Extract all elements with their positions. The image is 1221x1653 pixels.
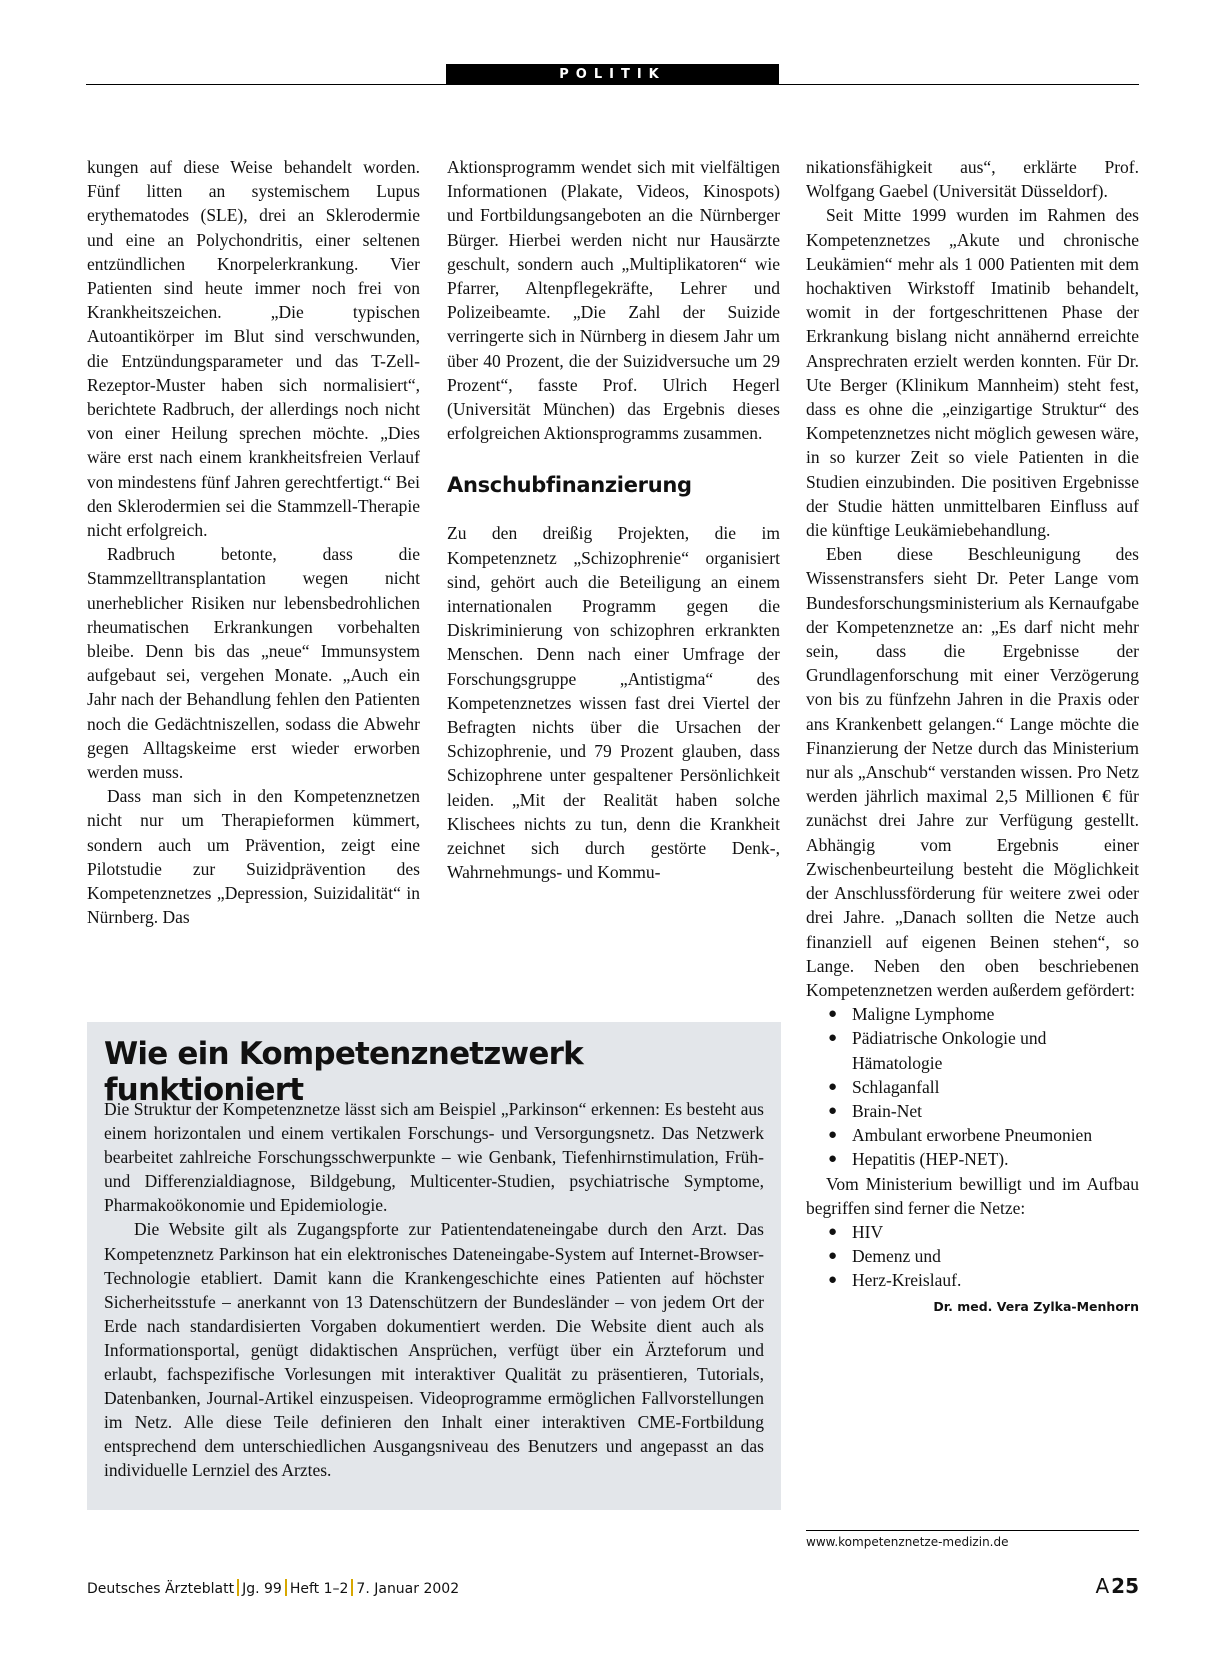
paragraph: Zu den dreißig Projekten, die im Kompetenznetz „Schizophrenie“ organisiert sind, gehört auch die Beteiligung an einem internationalen Programm gegen die Diskriminierung von schizophren erkrankten Menschen. Denn nach einer Umfrage der Forschungsgruppe „Antistigma“ des Kompetenznetzes wissen fast drei Viertel der Befragten nichts über die Ursachen der Schizophrenie, und 79 Prozent glauben, dass Schizophrene unter gespaltener Persönlichkeit leiden. „Mit der Realität haben solche Klischees nichts zu tun, denn die Krankheit zeichnet sich durch gestörte Denk-, Wahrnehmungs- und Kommu- (447, 523, 780, 883)
paragraph: Eben diese Beschleunigung des Wissenstransfers sieht Dr. Peter Lange vom Bundesforschungsministerium als Kernaufgabe der Kompetenznetze an: „Es darf nicht mehr sein, dass die Ergebnisse der Grundlagenforschung mit einer Verzögerung von bis zu fünfzehn Jahren in die Praxis oder ans Krankenbett gelangen.“ Lange möchte die Finanzierung der Netze durch das Ministerium nur als „Anschub“ verstanden wissen. Pro Netz werden jährlich maximal 2,5 Millionen € für zunächst drei Jahre zur Verfügung gestellt. Abhängig vom Ergebnis einer Zwischenbeurteilung besteht die Möglichkeit der Anschlussförderung für weitere zwei oder drei Jahre. „Danach sollten die Netze auch finanziell auf eigenen Beinen stehen“, so Lange. Neben den oben beschriebenen Kompetenznetzen werden außerdem gefördert: (806, 544, 1139, 1000)
source-rule (806, 1530, 1139, 1531)
box-title: Wie ein Kompetenznetzwerk funktioniert (104, 1036, 583, 1108)
list-item: ● HIV (828, 1220, 1139, 1244)
author-byline: Dr. med. Vera Zylka-Menhorn (933, 1298, 1139, 1314)
paragraph: Dass man sich in den Kompetenznetzen nicht nur um Therapieformen kümmert, sondern auch um Prävention, zeigt eine Pilotstudie zur Suizidprävention des Kompetenznetzes „Depression, Suizidalität“ in Nürnberg. Das (87, 786, 420, 928)
paragraph: Die Struktur der Kompetenznetze lässt sich am Beispiel „Parkinson“ erkennen: Es besteht aus einem horizontalen und einem vertikalen Forschungs- und Versorgungsnetz. Das Netzwerk bearbeitet zahlreiche Forschungsschwerpunkte – wie Genbank, Tiefenhirnstimulation, Früh- und Differenzialdiagnose, Bildgebung, Multicenter-Studien, psychiatrische Symptome, Pharmakoökonomie und Epidemiologie. (104, 1099, 764, 1216)
list-item: ● Herz-Kreislauf. (828, 1268, 1139, 1292)
approved-networks-list (806, 1220, 1139, 1293)
list-item: ● Hepatitis (HEP-NET). (828, 1147, 1139, 1171)
source-url: www.kompetenznetze-medizin.de (806, 1535, 1009, 1549)
footer-separator (237, 1579, 239, 1596)
footer (87, 1579, 459, 1597)
column-2 (447, 155, 780, 884)
paragraph: Radbruch betonte, dass die Stammzelltransplantation wegen nicht unerheblicher Risiken nur lebensbedrohlichen rheumatischen Erkrankungen vorbehalten bleibe. Denn bis das „neue“ Immunsystem aufgebaut sei, vergehen Monate. „Auch ein Jahr nach der Behandlung fehlen den Patienten noch die Gedächtniszellen, sodass die Abwehr gegen Alltagskeime erst wieder erworben werden muss. (87, 544, 420, 783)
page-number-value: 25 (1111, 1574, 1139, 1598)
page-prefix: A (1095, 1574, 1110, 1598)
paragraph: Seit Mitte 1999 wurden im Rahmen des Kompetenznetzes „Akute und chronische Leukämien“ mehr als 1 000 Patienten mit dem hochaktiven Wirkstoff Imatinib behandelt, womit in der fortgeschrittenen Phase der Erkrankung bislang nicht annähernd erreichte Ansprechraten erzielt werden konnten. Für Dr. Ute Berger (Klinikum Mannheim) steht fest, dass es ohne die „einzigartige Struktur“ des Kompetenznetzes nicht möglich gewesen wäre, in so kurzer Zeit so viele Patienten in die Studien einzubinden. Die positiven Ergebnisse der Studie hätten unmittelbaren Einfluss auf die künftige Leukämiebehandlung. (806, 205, 1139, 541)
info-box (87, 1022, 781, 1510)
list-item: ● Demenz und (828, 1244, 1139, 1268)
box-body (104, 1097, 764, 1483)
paragraph: Die Website gilt als Zugangspforte zur Patientendateneingabe durch den Arzt. Das Kompetenznetz Parkinson hat ein elektronisches Dateneingabe-System auf Internet-Browser-Technologie etabliert. Damit kann die Krankengeschichte eines Patienten auf höchster Sicherheitsstufe – anerkannt von 13 Datenschützern der Bundesländer – von jedem Ort der Erde nach standardisierten Vorgaben dokumentiert werden. Die Website dient auch als Informationsportal, genügt didaktischen Ansprüchen, verfügt über ein Ärzteforum und erlaubt, fachspezifische Vorlesungen mit interaktiver Qualität zu präsentieren, Tutorials, Datenbanken, Journal-Artikel einzuspeisen. Videoprogramme ermöglichen Fallvorstellungen im Netz. Alle diese Teile definieren den Inhalt einer interaktiven CME-Fortbildung entsprechend dem unterschiedlichen Ausgangsniveau des Benutzers und angepasst an das individuelle Lernziel des Arztes. (104, 1219, 764, 1481)
footer-separator (351, 1579, 353, 1596)
funded-networks-list (806, 1002, 1139, 1171)
column-3 (806, 155, 1139, 1319)
issue: Heft 1–2 (289, 1581, 349, 1597)
journal-name: Deutsches Ärzteblatt (87, 1581, 235, 1597)
paragraph: kungen auf diese Weise behandelt worden. Fünf litten an systemischem Lupus erythematodes (SLE), drei an Sklerodermie und eine an Polychondritis, einer seltenen entzündlichen Knorpelerkrankung. Vier Patienten sind heute immer noch frei von Krankheitszeichen. „Die typischen Autoantikörper im Blut sind verschwunden, die Entzündungsparameter und das T-Zell-Rezeptor-Muster haben sich normalisiert“, berichtete Radbruch, der allerdings noch nicht von einer Heilung sprechen möchte. „Dies wäre erst nach einem krankheitsfreien Verlauf von mindestens fünf Jahren gerechtfertigt.“ Bei den Sklerodermien sei die Stammzell-Therapie nicht erfolgreich. (87, 157, 420, 541)
list-item: ● Pädiatrische Onkologie und Hämatologie (828, 1026, 1139, 1074)
date: 7. Januar 2002 (356, 1581, 460, 1597)
footer-separator (285, 1579, 287, 1596)
volume: Jg. 99 (242, 1581, 282, 1597)
section-label: POLITIK (446, 64, 779, 85)
column-1 (87, 155, 420, 930)
paragraph: Aktionsprogramm wendet sich mit vielfältigen Informationen (Plakate, Videos, Kinospots) und Fortbildungsangeboten an die Nürnberger Bürger. Hierbei werden nicht nur Hausärzte geschult, sondern auch „Multiplikatoren“ wie Pfarrer, Altenpflegekräfte, Lehrer und Polizeibeamte. „Die Zahl der Suizide verringerte sich in Nürnberg in diesem Jahr um über 40 Prozent, die der Suizidversuche um 29 Prozent“, fasste Prof. Ulrich Hegerl (Universität München) das Ergebnis dieses erfolgreichen Aktionsprogramms zusammen. (447, 157, 780, 444)
list-item: ● Schlaganfall (828, 1075, 1139, 1099)
list-item: ● Brain-Net (828, 1099, 1139, 1123)
subheading: Anschubfinanzierung (447, 473, 692, 498)
list-item: ● Maligne Lymphome (828, 1002, 1139, 1026)
paragraph: nikationsfähigkeit aus“, erklärte Prof. Wolfgang Gaebel (Universität Düsseldorf). (806, 157, 1139, 202)
page-number (1095, 1574, 1139, 1598)
paragraph: Vom Ministerium bewilligt und im Aufbau begriffen sind ferner die Netze: (806, 1173, 1139, 1218)
list-item: ● Ambulant erworbene Pneumonien (828, 1123, 1139, 1147)
